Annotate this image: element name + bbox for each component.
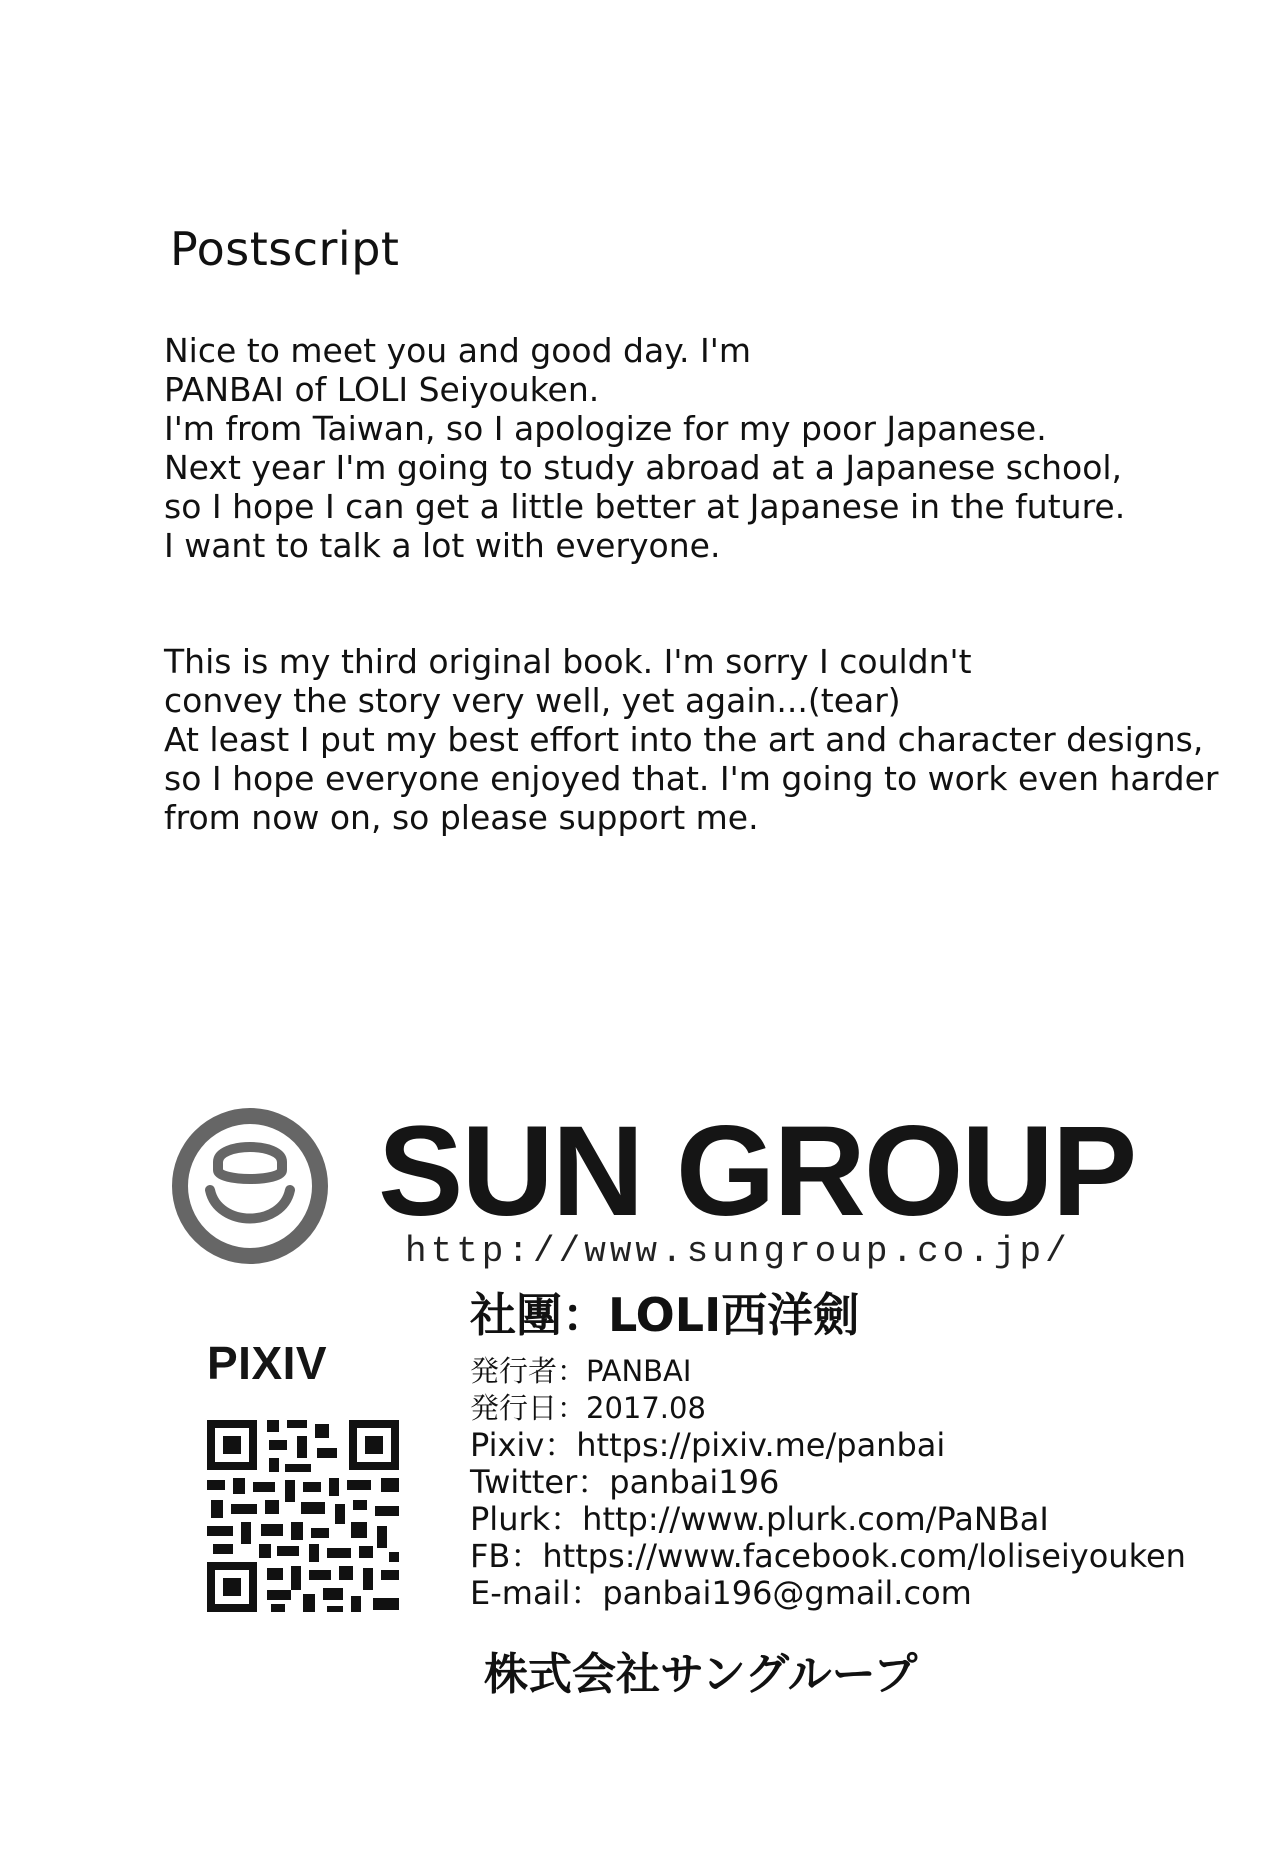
company-name: 株式会社サングループ bbox=[484, 1649, 918, 1700]
page-title: Postscript bbox=[170, 222, 400, 276]
text-line: This is my third original book. I'm sorry I couldn't bbox=[164, 642, 972, 681]
publisher-line: 発行者：PANBAI bbox=[470, 1354, 692, 1388]
text-line: At least I put my best effort into the art and character designs, bbox=[164, 720, 1204, 759]
sun-group-logo-icon bbox=[170, 1106, 330, 1266]
text-line: I'm from Taiwan, so I apologize for my poor Japanese. bbox=[164, 409, 1047, 448]
pixiv-link[interactable]: Pixiv：https://pixiv.me/panbai bbox=[470, 1426, 946, 1464]
text-line: from now on, so please support me. bbox=[164, 798, 759, 837]
logo-wordmark: SUN GROUP bbox=[378, 1100, 1136, 1243]
plurk-link[interactable]: Plurk：http://www.plurk.com/PaNBaI bbox=[470, 1500, 1049, 1538]
text-line: I want to talk a lot with everyone. bbox=[164, 526, 721, 565]
text-line: so I hope everyone enjoyed that. I'm going to work even harder bbox=[164, 759, 1219, 798]
logo-url: http://www.sungroup.co.jp/ bbox=[405, 1231, 1071, 1272]
text-line: PANBAI of LOLI Seiyouken. bbox=[164, 370, 600, 409]
facebook-link[interactable]: FB：https://www.facebook.com/loliseiyouken bbox=[470, 1537, 1186, 1575]
publish-date-line: 発行日：2017.08 bbox=[470, 1391, 706, 1425]
circle-name: 社團：LOLI西洋劍 bbox=[470, 1288, 860, 1342]
text-line: convey the story very well, yet again...(tear) bbox=[164, 681, 901, 720]
colophon-details bbox=[470, 1353, 1186, 1612]
email-link[interactable]: E-mail：panbai196@gmail.com bbox=[470, 1574, 972, 1612]
qr-code-icon bbox=[205, 1418, 401, 1614]
pixiv-label: PIXIV bbox=[207, 1337, 328, 1389]
text-line: Nice to meet you and good day. I'm bbox=[164, 331, 751, 370]
paragraph-book-notes bbox=[164, 642, 1218, 837]
twitter-link[interactable]: Twitter：panbai196 bbox=[470, 1463, 780, 1501]
paragraph-introduction bbox=[164, 331, 1125, 565]
text-line: Next year I'm going to study abroad at a Japanese school, bbox=[164, 448, 1123, 487]
text-line: so I hope I can get a little better at Japanese in the future. bbox=[164, 487, 1126, 526]
